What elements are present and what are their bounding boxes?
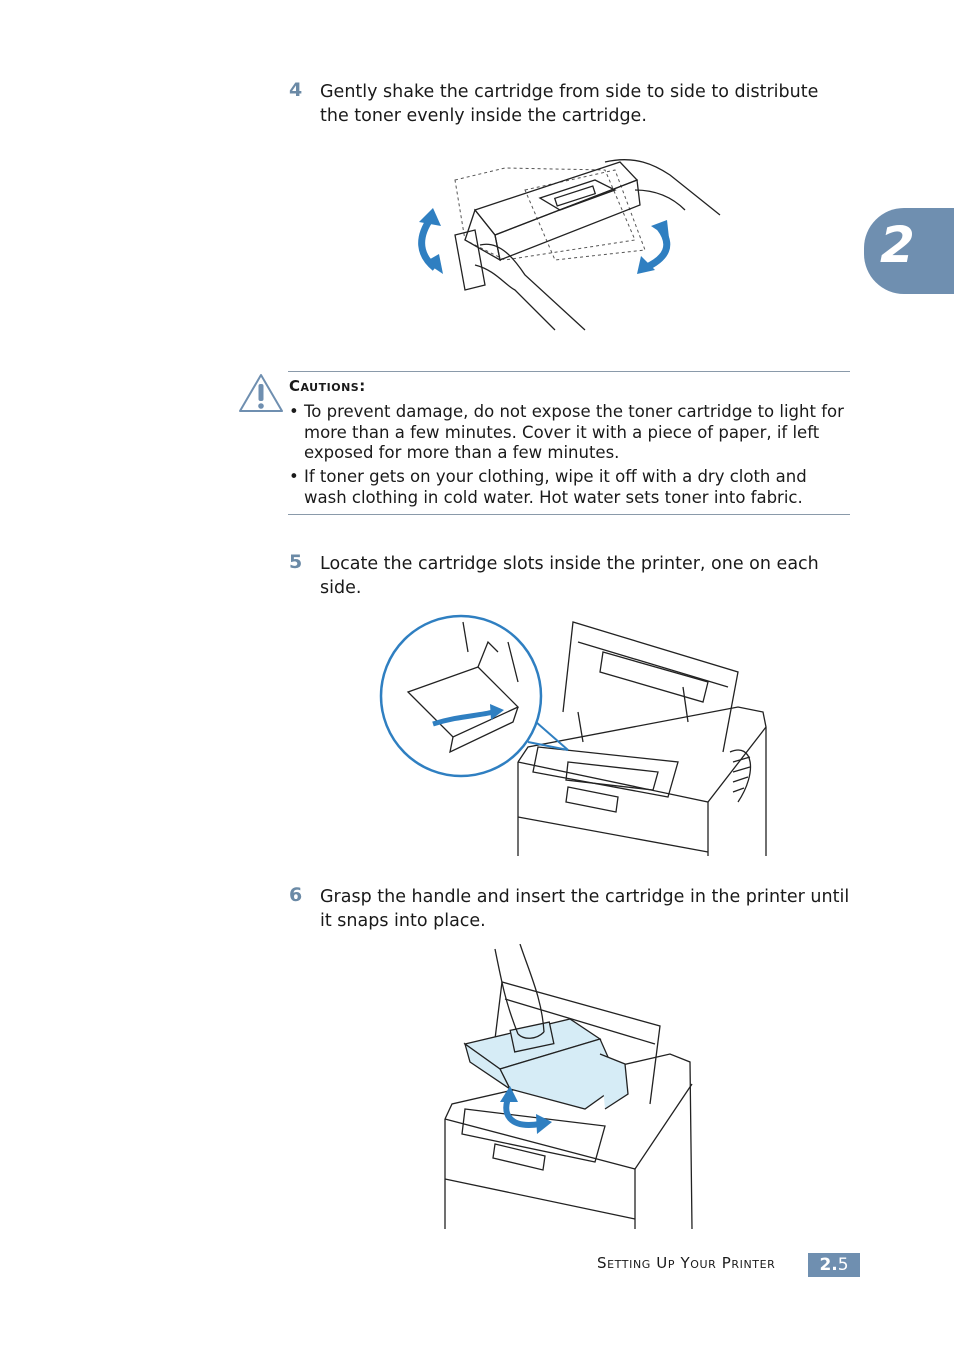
bullet-icon: • bbox=[289, 467, 299, 486]
caution-item: • To prevent damage, do not expose the toner cartridge to light for more than a few minutes. Cover it with a piece of paper, if left exposed for more than a few minutes. bbox=[289, 402, 844, 462]
bullet-icon: • bbox=[289, 402, 299, 421]
page-number: 5 bbox=[837, 1255, 849, 1275]
caution-bottom-rule bbox=[288, 514, 850, 515]
insert-cartridge-illustration bbox=[440, 944, 695, 1232]
shake-cartridge-illustration bbox=[405, 150, 735, 335]
page-number-badge bbox=[808, 1253, 860, 1277]
chapter-number: 2 bbox=[880, 216, 915, 274]
cartridge-slot-illustration bbox=[378, 612, 770, 858]
footer-section-title: Setting Up Your Printer bbox=[597, 1254, 776, 1272]
caution-item: • If toner gets on your clothing, wipe it off with a dry cloth and wash clothing in cold water. Hot water sets toner into fabric. bbox=[289, 467, 807, 507]
cautions-title: Cautions: bbox=[289, 377, 366, 395]
step-5-text: Locate the cartridge slots inside the printer, one on each side. bbox=[320, 554, 819, 598]
step-4-number: 4 bbox=[289, 79, 303, 101]
step-4-text: Gently shake the cartridge from side to side to distribute the toner evenly inside the cartridge. bbox=[320, 82, 819, 126]
caution-top-rule bbox=[288, 371, 850, 372]
step-6-number: 6 bbox=[289, 884, 303, 906]
page-chapter-number: 2. bbox=[819, 1255, 838, 1275]
warning-triangle-icon bbox=[237, 372, 285, 414]
step-6-text: Grasp the handle and insert the cartridge in the printer until it snaps into place. bbox=[320, 887, 850, 931]
step-5-number: 5 bbox=[289, 551, 303, 573]
